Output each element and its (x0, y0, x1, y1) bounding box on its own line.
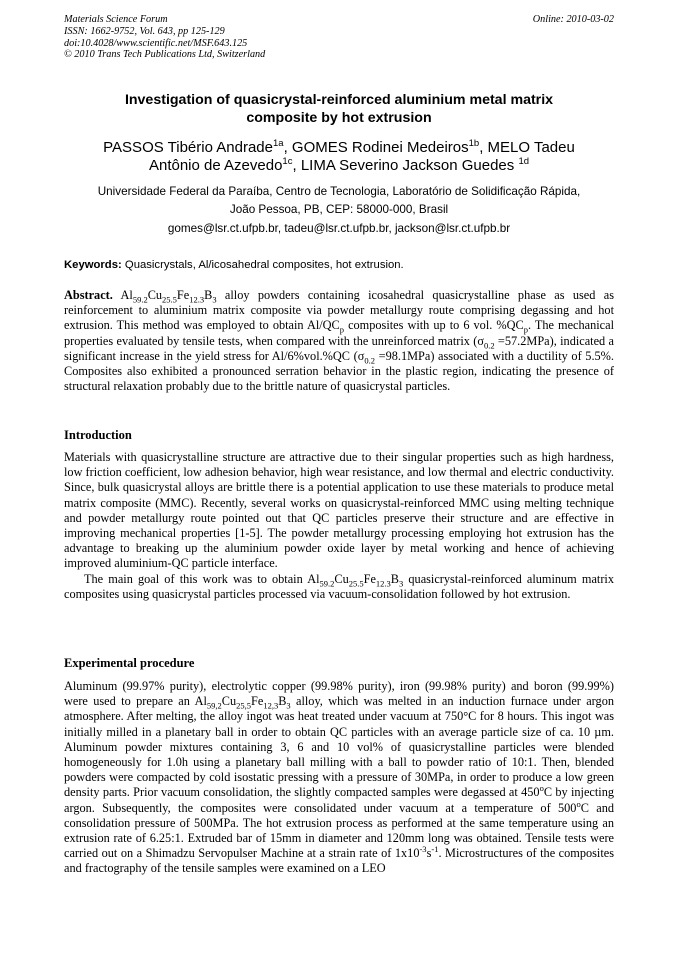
keywords (64, 257, 614, 273)
superscript: -1 (431, 844, 439, 855)
subscript: 0.2 (364, 355, 375, 366)
abstract-text: Al (112, 288, 133, 302)
superscript: o (576, 798, 581, 809)
superscript: o (539, 783, 544, 794)
paragraph-text: Cu (334, 571, 349, 586)
subscript: p (523, 324, 528, 335)
abstract-text: =57.2MPa), indicated a significant increase in the yield stress for Al/6%vol.%QC (σ (64, 333, 614, 363)
paragraph-text: Cu (221, 694, 237, 709)
paragraph-text: s (426, 846, 432, 861)
abstract-text: =98.1MPa) associated with a ductility of 5.5%. Composites also exhibited a pronounced serration behavior in the plastic region, indicating the presence of structural relaxation probably due to the brittle nature of quasicrystal particles. (64, 348, 614, 394)
doi-link[interactable]: doi:10.4028/www.scientific.net/MSF.643.125 (64, 37, 248, 49)
subscript: 12.3 (375, 578, 391, 589)
affiliation (64, 183, 614, 238)
paragraph-text: . Microstructures of the composites and fractography of the tensile samples were examined on a LEO (64, 846, 614, 876)
introduction-paragraph-2 (64, 572, 614, 602)
experimental-body (64, 679, 614, 877)
abstract-text: alloy powders containing icosahedral quasicrystalline phase as used as reinforcement to aluminium matrix composite via powder metallurgy route comprising degassing and hot extrusion. This method was employed to obtain Al/QC (64, 288, 614, 333)
subscript: 25.5 (162, 294, 177, 305)
subscript: 59,2 (206, 700, 222, 711)
author-affil-mark: 1d (518, 156, 530, 167)
abstract-text: composites with up to 6 vol. %QC (344, 318, 524, 333)
subscript: 59.2 (132, 294, 148, 305)
paragraph-text: Fe (363, 571, 376, 586)
subscript: 12,3 (263, 700, 279, 711)
subscript: p (339, 324, 345, 335)
introduction-paragraph-1: Materials with quasicrystalline structure are attractive due to their singular properties such as high hardness, low friction coefficient, low adhesion behavior, high wear resistance, and low thermal and electric conductivity. Since, bulk quasicrystal alloys are brittle there is a potential application to use these materials to produce metal matrix composite (MMC). Recently, several works on quasicrystal-reinforced MMC using melting technique and powder metallurgy route pointed out that QC particles preserve their structure and are effective in improving mechanical properties [1-5]. The powder metallurgy processing employing hot extrusion has the advantage to breaking up the aluminium powder oxide layer by metal working and hence of achieving improved aluminium-QC particle interface. (64, 450, 614, 571)
paragraph-text: B (390, 571, 399, 586)
affiliation-line-2: João Pessoa, PB, CEP: 58000-000, Brasil (229, 203, 449, 217)
subscript: 3 (399, 578, 404, 589)
abstract-text: . The mechanical properties evaluated by tensile tests, when compared with the unreinforced matrix (σ (64, 318, 614, 348)
title-line-2: composite by hot extrusion (246, 110, 432, 126)
abstract (64, 288, 614, 394)
copyright-notice: © 2010 Trans Tech Publications Ltd, Switzerland (64, 49, 266, 61)
author-separator: , (292, 157, 301, 174)
subscript: 3 (286, 700, 291, 711)
authors-line-1 (64, 139, 614, 157)
author-name: GOMES Rodinei Medeiros (291, 139, 469, 156)
author-affil-mark: 1a (272, 138, 284, 149)
paper-title (64, 91, 614, 127)
superscript: -3 (419, 844, 427, 855)
paragraph-text: B (278, 694, 287, 709)
subscript: 59.2 (319, 578, 335, 589)
subscript: 25.5 (348, 578, 364, 589)
author-name: , MELO Tadeu (479, 139, 575, 156)
experimental-heading: Experimental procedure (64, 656, 195, 670)
subscript: 12.3 (189, 294, 205, 305)
journal-name: Materials Science Forum (64, 14, 168, 25)
journal-issn: ISSN: 1662-9752, Vol. 643, pp 125-129 (64, 25, 225, 37)
author-affil-mark: 1c (282, 156, 293, 167)
paragraph-text: Aluminum (99.97% purity), electrolytic copper (99.98% purity), iron (99.98% purity) and boron (99.99%) were used to prepare an Al (64, 679, 614, 709)
authors-line-2 (64, 157, 614, 175)
author-name: Antônio de Azevedo (148, 157, 283, 174)
paragraph-text: The main goal of this work was to obtain Al (84, 571, 320, 586)
title-line-1: Investigation of quasicrystal-reinforced aluminium metal matrix (124, 92, 554, 108)
author-name: PASSOS Tibério Andrade (103, 139, 273, 156)
affiliation-line-1: Universidade Federal da Paraíba, Centro de Tecnologia, Laboratório de Solidificação Rápida, (97, 185, 581, 198)
author-separator: , (283, 139, 292, 156)
abstract-text: Cu (147, 288, 163, 302)
author-list (64, 139, 614, 175)
subscript: 3 (212, 294, 217, 305)
author-affil-mark: 1b (468, 138, 480, 149)
subscript: 25,5 (236, 700, 251, 711)
paragraph-text: C by injecting argon. Subsequently, the composites were consolidated under vacuum at a temperature of 500 (64, 785, 614, 815)
introduction-body (64, 450, 614, 602)
keywords-text: Quasicrystals, Al/icosahedral composites, hot extrusion. (121, 259, 404, 271)
paragraph-text: C and consolidation pressure of 500MPa. The hot extrusion process as performed at the same temperature using an extrusion rate of 6.25:1. Extruded bar of 15mm in diameter and 120mm long was obtained. Tensile tests were carried out on a Shimadzu Servopulser Machine at a strain rate of 1x10 (64, 800, 614, 861)
online-date: Online: 2010-03-02 (532, 14, 614, 25)
paragraph-text: Fe (251, 694, 264, 709)
introduction-heading: Introduction (64, 428, 132, 442)
author-name: LIMA Severino Jackson Guedes (300, 157, 519, 174)
author-emails[interactable]: gomes@lsr.ct.ufpb.br, tadeu@lsr.ct.ufpb.br, jackson@lsr.ct.ufpb.br (167, 221, 511, 235)
paragraph-text: quasicrystal-reinforced aluminum matrix composites using quasicrystal particles processed via vacuum-consolidation followed by hot extrusion. (64, 571, 614, 601)
subscript: 0.2 (483, 340, 495, 351)
paragraph-text: alloy, which was melted in an induction furnace under argon atmosphere. After melting, the alloy ingot was heat treated under vacuum at 750°C for 8 hours. This ingot was initially milled in a planetary ball in order to obtain QC particles with an average particle size of ca. 10 µm. Aluminum powder mixtures containing 3, 6 and 10 vol% of quasicrystalline particles were blended homogeneously for 1.0h using a planetary ball milling with a ball to powder ratio of 10:1. Then, blended powders were compacted by cold isostatic pressing with a pressure of 30MPa, in order to produce a low green density parts. Prior vacuum consolidation, the slightly compacted samples were degassed at 450 (64, 694, 615, 800)
keywords-label: Keywords: (64, 259, 122, 271)
abstract-text: B (204, 288, 213, 302)
journal-header (64, 14, 265, 61)
abstract-label: Abstract. (64, 288, 113, 302)
abstract-text: Fe (176, 288, 190, 302)
